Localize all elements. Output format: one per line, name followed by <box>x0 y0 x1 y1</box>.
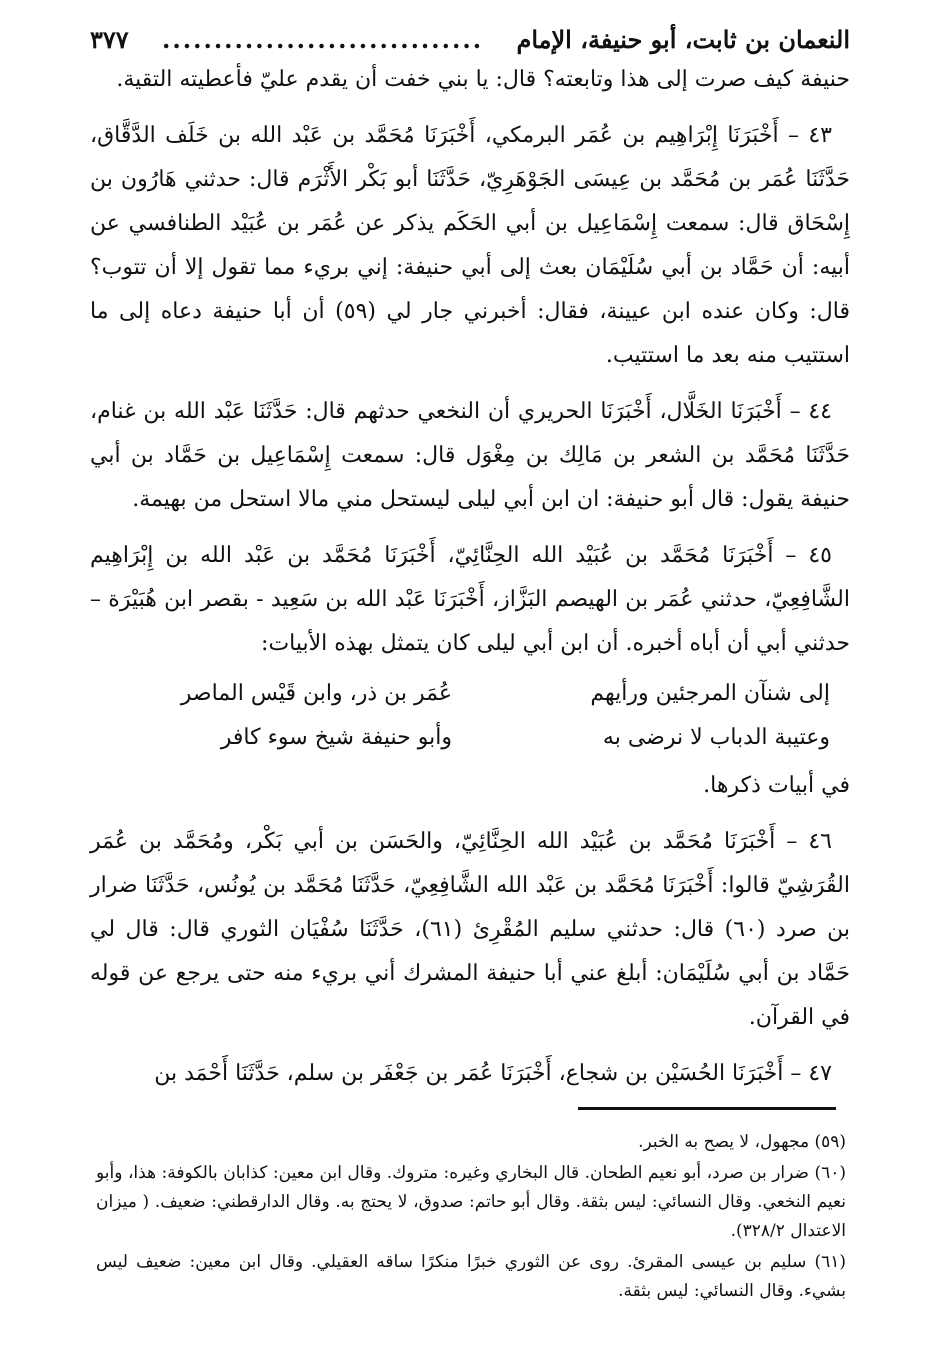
paragraph-45: ٤٥ – أَخْبَرَنَا مُحَمَّد بن عُبَيْد الله الحِنَّائِيّ، أَخْبَرَنَا مُحَمَّد بن عَبْد الله بن إِبْرَاهِيم الشَّافِعِيّ، حدثني عُمَر بن الهيصم البَزَّاز، أَخْبَرَنَا عَبْد الله بن سَعِيد - بقصر ابن هُبَيْرَة – حدثني أبي أن أباه أخبره. أن ابن أبي ليلى كان يتمثل بهذه الأبيات: <box>90 543 850 656</box>
running-head-title: النعمان بن ثابت، أبو حنيفة، الإمام <box>516 25 850 54</box>
paragraph-43: ٤٣ – أَخْبَرَنَا إِبْرَاهِيم بن عُمَر البرمكي، أَخْبَرَنَا مُحَمَّد بن عَبْد الله بن خَلَف الدَّقَّاق، حَدَّثَنَا عُمَر بن مُحَمَّد بن عِيسَى الجَوْهَرِيّ، حَدَّثَنَا أبو بَكْر الأَثْرَم قال: حدثني هَارُون بن إِسْحَاق قال: سمعت إِسْمَاعِيل بن أبي الحَكَم يذكر عن عُمَر بن عُبَيْد الطنافسي عن أبيه: أن حَمَّاد بن أبي سُلَيْمَان بعث إلى أبي حنيفة: إني بريء مما تقول إلا أن تتوب؟ قال: وكان عنده ابن عيينة، فقال: أخبرني جار لي (٥٩) أن أبا حنيفة دعاه إلى ما استتيب منه بعد ما استتيب. <box>90 123 850 368</box>
footnote-60: (٦٠) ضرار بن صرد، أبو نعيم الطحان. قال البخاري وغيره: متروك. وقال ابن معين: كذابان بالكوفة: هذا، وأبو نعيم النخعي. وقال النسائي: ليس بثقة. وقال أبو حاتم: صدوق، لا يحتج به. وقال الدارقطني: ضعيف. ( ميزان الاعتدال ٣٢٨/٢). <box>96 1163 846 1241</box>
footnotes <box>96 1128 846 1308</box>
page <box>90 22 850 1096</box>
page-number: ٣٧٧ <box>90 25 129 54</box>
paragraph-46: ٤٦ – أَخْبَرَنَا مُحَمَّد بن عُبَيْد الله الحِنَّائِيّ، والحَسَن بن أبي بَكْر، ومُحَمَّد بن عُمَر القُرَشِيّ قالوا: أَخْبَرَنَا مُحَمَّد بن عَبْد الله الشَّافِعِيّ، حَدَّثَنَا مُحَمَّد بن يُونُس، حَدَّثَنَا ضرار بن صرد (٦٠) قال: حدثني سليم المُقْرِئ (٦١)، حَدَّثَنَا سُفْيَان الثوري قال: قال لي حَمَّاد بن أبي سُلَيْمَان: أبلغ عني أبا حنيفة المشرك أني بريء منه حتى يرجع عن قوله في القرآن. <box>90 829 851 1030</box>
paragraph-44: ٤٤ – أَخْبَرَنَا الخَلَّال، أَخْبَرَنَا الحريري أن النخعي حدثهم قال: حَدَّثَنَا عَبْد الله بن غنام، حَدَّثَنَا مُحَمَّد بن الشعر بن مَالِك بن مِغْوَل قال: سمعت إِسْمَاعِيل بن حَمَّاد بن أبي حنيفة يقول: قال أبو حنيفة: ان ابن أبي ليلى ليستحل مني مالا استحل من بهيمة. <box>90 399 850 512</box>
verse-line-2 <box>90 716 850 760</box>
verse-line-1 <box>90 672 850 716</box>
verse-2-second-hemistich: وأبو حنيفة شيخ سوء كافر <box>220 725 452 750</box>
verse-2-first-hemistich: وعتيبة الدباب لا نرضى به <box>602 725 830 750</box>
footnote-separator <box>578 1107 836 1110</box>
after-verses-text: في أبيات ذكرها. <box>703 773 850 798</box>
paragraph-continuation: حنيفة كيف صرت إلى هذا وتابعته؟ قال: يا بني خفت أن يقدم عليّ فأعطيته التقية. <box>116 67 850 92</box>
footnote-59: (٥٩) مجهول، لا يصح به الخبر. <box>638 1132 846 1152</box>
running-head-dots: ............................... <box>162 25 484 54</box>
running-head <box>90 22 850 58</box>
main-text <box>90 58 850 1096</box>
verse-1-first-hemistich: إلى شنآن المرجئين ورأيهم <box>590 681 830 706</box>
verse-1-second-hemistich: عُمَر بن ذر، وابن قَيْس الماصر <box>180 681 452 706</box>
paragraph-47: ٤٧ – أَخْبَرَنَا الحُسَيْن بن شجاع، أَخْبَرَنَا عُمَر بن جَعْفَر بن سلم، حَدَّثَنَا أَحْمَد بن <box>154 1061 832 1086</box>
footnote-61: (٦١) سليم بن عيسى المقرئ. روى عن الثوري خبرًا منكرًا ساقه العقيلي. وقال ابن معين: ضعيف ليس بشيء. وقال النسائي: ليس بثقة. <box>96 1252 846 1301</box>
poem-verses <box>90 672 850 760</box>
